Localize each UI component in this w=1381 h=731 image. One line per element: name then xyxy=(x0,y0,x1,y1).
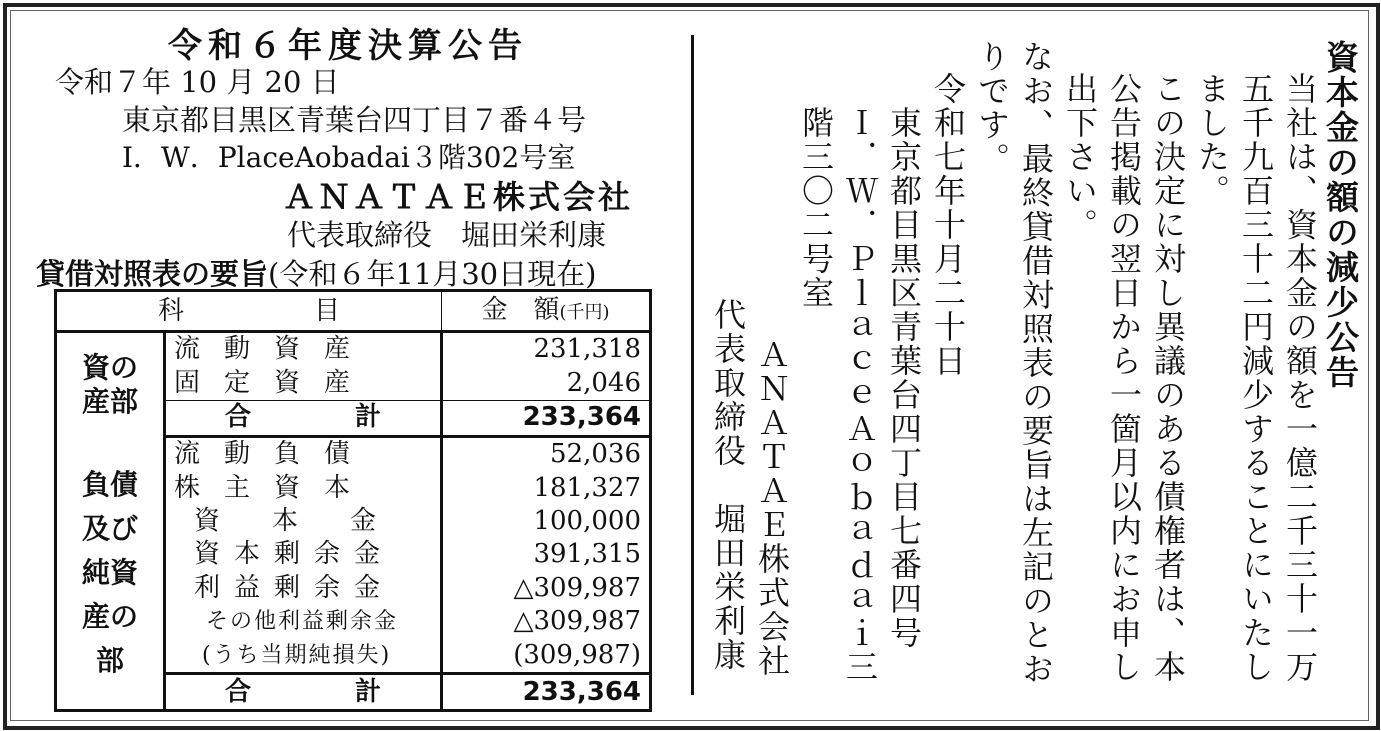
balance-sheet-table xyxy=(54,289,652,712)
capital-reduction-title: 資本金の額の減少公告 xyxy=(1321,40,1360,390)
settlement-date: 令和７年 10 月 20 日 xyxy=(55,65,340,99)
capital-reduction-body-1: 当社は、資本金の額を一億二千三十一万五千九百三十二円減少することにいたしました。 xyxy=(1193,72,1319,684)
liabilities-total-label: 合 計 xyxy=(165,674,442,711)
asset-amount: 231,318 xyxy=(442,332,651,367)
liability-item: 資本剰余金 xyxy=(194,539,395,570)
settlement-representative: 代表取締役 堀田栄利康 xyxy=(287,218,607,252)
settlement-title: 令和６年度決算公告 xyxy=(168,26,528,66)
capital-reduction-representative: 代表取締役 堀田栄利康 xyxy=(709,298,747,672)
liability-amount: 391,315 xyxy=(442,538,651,571)
liability-item: 流動負債 xyxy=(174,438,375,469)
liability-item: 株主資本 xyxy=(174,472,375,503)
settlement-address-1: 東京都目黒区青葉台四丁目７番４号 xyxy=(122,103,587,137)
capital-reduction-company: ＡＮＡＴＡＥ株式会社 xyxy=(753,338,791,678)
settlement-company: ＡＮＡＴＡＥ株式会社 xyxy=(283,178,634,216)
col-header-amount xyxy=(442,291,651,332)
liability-amount: 100,000 xyxy=(442,505,651,538)
col-header-unit: (千円) xyxy=(559,301,610,323)
liability-amount: △309,987 xyxy=(442,572,651,605)
capital-reduction-address-2: Ｉ．Ｗ．ＰｌａｃｅＡｏｂａｄａｉ三階三〇二号室 xyxy=(797,106,879,684)
liabilities-total-amount: 233,364 xyxy=(442,674,651,711)
asset-item: 固定資産 xyxy=(174,367,375,398)
liability-amount: △309,987 xyxy=(442,605,651,638)
liability-item: 利益剰余金 xyxy=(194,572,395,603)
settlement-address-2: I．W．PlaceAobadai３階302号室 xyxy=(122,141,576,174)
capital-reduction-address-1: 東京都目黒区青葉台四丁目七番四号 xyxy=(885,106,923,650)
capital-reduction-date: 令和七年十月二十日 xyxy=(929,72,967,378)
assets-total-label: 合 計 xyxy=(165,401,442,437)
section-liabilities xyxy=(56,436,165,710)
bs-period: (令和６年11月30日現在) xyxy=(268,257,597,291)
liability-amount: (309,987) xyxy=(442,639,651,674)
liability-amount: 52,036 xyxy=(442,436,651,471)
asset-item: 流動資産 xyxy=(174,334,375,365)
section-assets xyxy=(56,332,165,437)
liability-item: (うち当期純損失) xyxy=(202,642,392,668)
liability-item: その他利益剰余金 xyxy=(206,609,399,635)
capital-reduction-body-2: この決定に対し異議のある債権者は、本公告掲載の翌日から一箇月以内にお申し出下さい。 xyxy=(1061,72,1187,684)
section-assets-label: 資の産部 xyxy=(81,350,138,418)
liability-amount: 181,327 xyxy=(442,471,651,504)
liability-item: 資 本 金 xyxy=(194,505,377,536)
bs-heading-label: 貸借対照表の要旨 xyxy=(36,257,269,291)
section-liabilities-label: 負債及び純資産の部 xyxy=(81,467,138,677)
asset-amount: 2,046 xyxy=(442,367,651,401)
capital-reduction-body-3: なお、最終貸借対照表の要旨は左記のとおりです。 xyxy=(973,40,1055,686)
assets-total-amount: 233,364 xyxy=(442,401,651,437)
column-divider xyxy=(691,35,694,695)
col-header-amount-label: 金 額 xyxy=(481,294,560,325)
bs-heading xyxy=(36,252,596,293)
col-header-item: 科 目 xyxy=(56,291,442,332)
